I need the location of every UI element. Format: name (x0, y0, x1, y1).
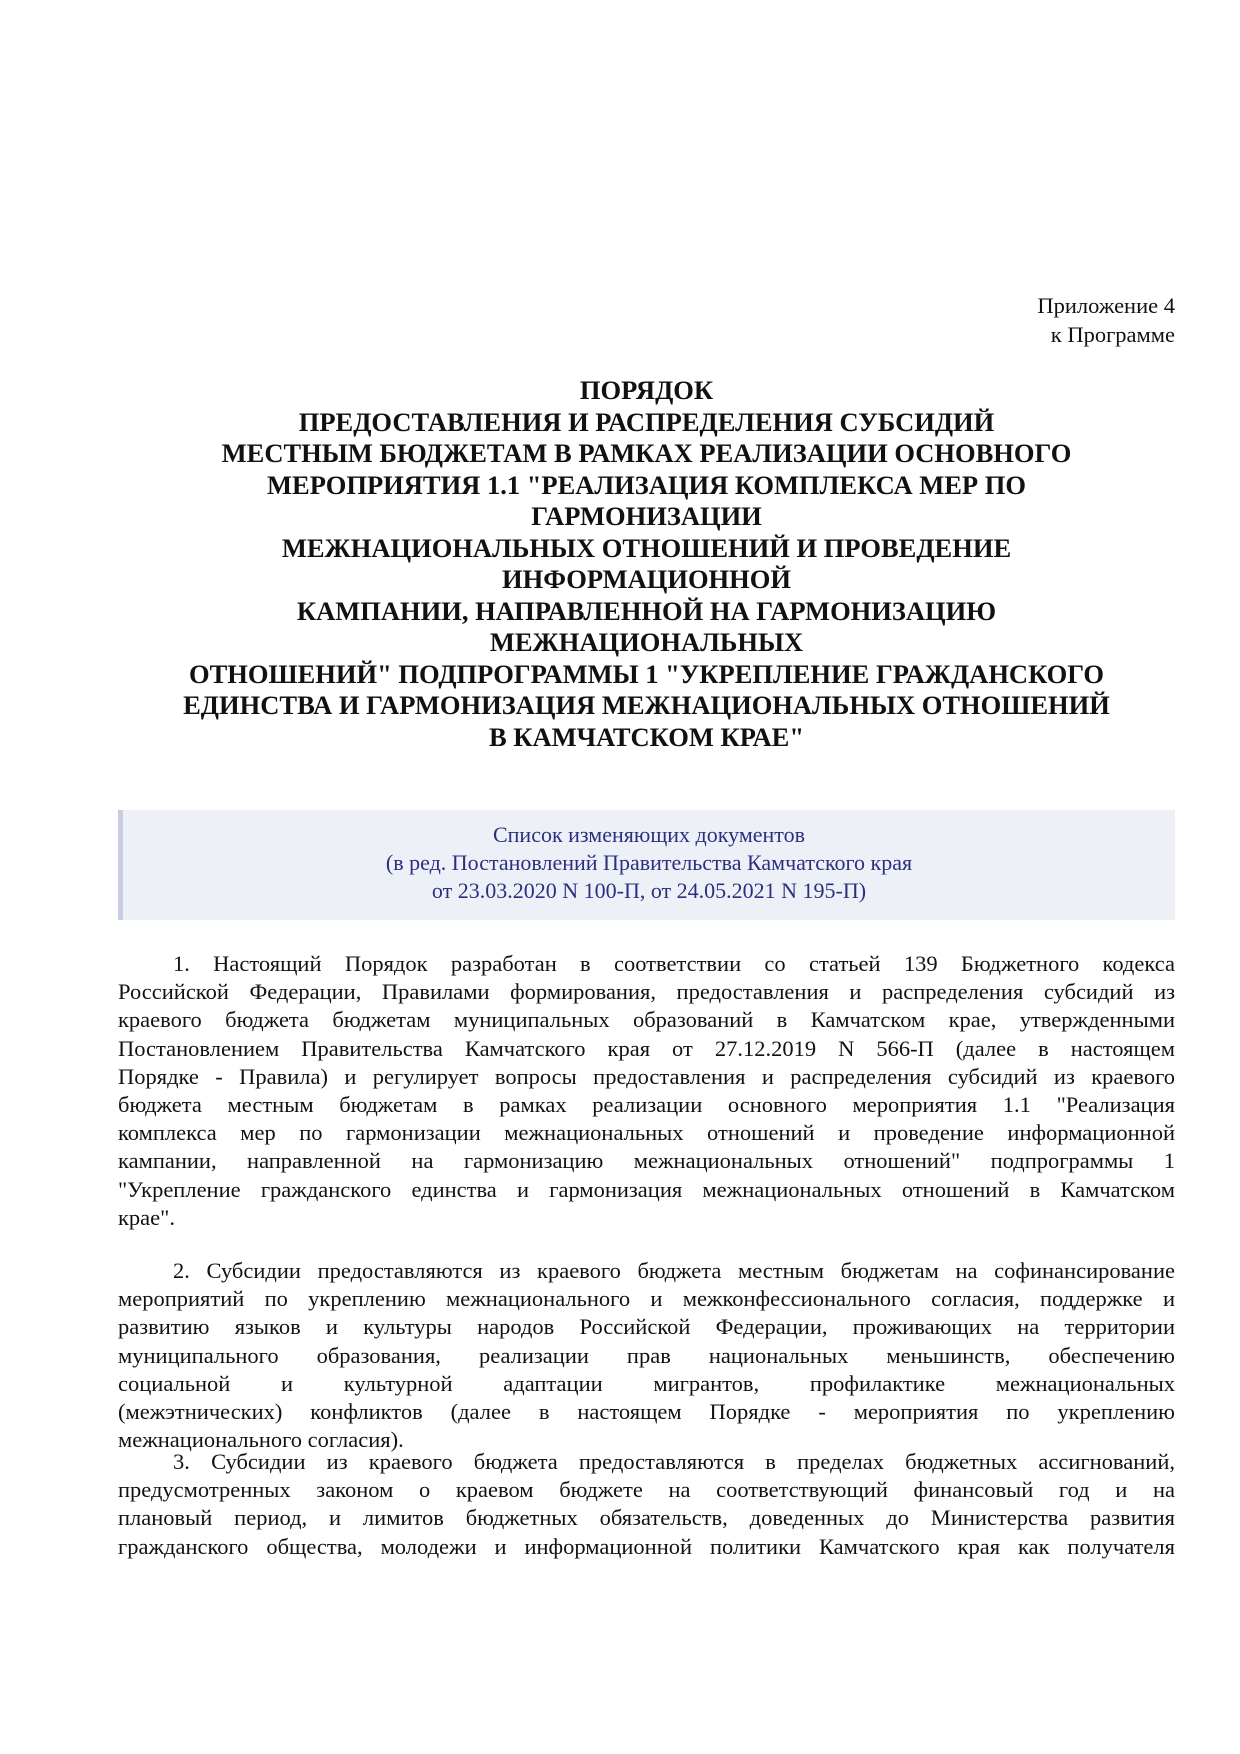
title-line: ОТНОШЕНИЙ" ПОДПРОГРАММЫ 1 "УКРЕПЛЕНИЕ ГРАЖДАНСКОГО (188, 658, 1105, 689)
paragraph-line: 3. Субсидии из краевого бюджета предоставляются в пределах бюджетных ассигнований, (173, 1449, 1175, 1474)
document-title (118, 375, 1175, 753)
paragraph-1 (118, 950, 1175, 1232)
title-line: МЕЖНАЦИОНАЛЬНЫХ ОТНОШЕНИЙ И ПРОВЕДЕНИЕ (281, 532, 1012, 563)
appendix-label (1037, 291, 1175, 349)
paragraph-line: Российской Федерации, Правилами формирования, предоставления и распределения субсидий из (118, 979, 1175, 1005)
paragraph-line: "Укрепление гражданского единства и гармонизация межнациональных отношений в Камчатском (118, 1176, 1175, 1202)
paragraph-line: 2. Субсидии предоставляются из краевого бюджета местным бюджетам на софинансирование (173, 1258, 1175, 1283)
title-line: ИНФОРМАЦИОННОЙ (501, 564, 792, 594)
paragraph-line: социальной и культурной адаптации мигрантов, профилактике межнациональных (118, 1370, 1175, 1396)
paragraph-line: Порядке - Правила) и регулирует вопросы предоставления и распределения субсидий из краевого (118, 1063, 1175, 1089)
amendments-box (118, 810, 1175, 920)
paragraph-line: развитию языков и культуры народов Российской Федерации, проживающих на территории (118, 1314, 1175, 1340)
paragraph-line: бюджета местным бюджетам в рамках реализации основного мероприятия 1.1 "Реализация (118, 1091, 1175, 1117)
title-line: В КАМЧАТСКОМ КРАЕ" (488, 721, 805, 752)
paragraph-3 (118, 1448, 1175, 1561)
paragraph-line: 1. Настоящий Порядок разработан в соответствии со статьей 139 Бюджетного кодекса (173, 951, 1175, 976)
amendments-heading: Список изменяющих документов (492, 822, 805, 847)
title-line: ГАРМОНИЗАЦИИ (531, 501, 762, 531)
title-line: ПОРЯДОК (579, 375, 714, 405)
paragraph-line: (межэтнических) конфликтов (далее в настоящем Порядке - мероприятия по укреплению (118, 1398, 1175, 1424)
paragraph-line: кампании, направленной на гармонизацию межнациональных отношений" подпрограммы 1 (118, 1148, 1175, 1174)
paragraph-line: предусмотренных законом о краевом бюджете на соответствующий финансовый год и на (118, 1477, 1175, 1503)
title-line: МЕРОПРИЯТИЯ 1.1 "РЕАЛИЗАЦИЯ КОМПЛЕКСА МЕР ПО (267, 469, 1026, 500)
title-line: ЕДИНСТВА И ГАРМОНИЗАЦИЯ МЕЖНАЦИОНАЛЬНЫХ ОТНОШЕНИЙ (183, 690, 1110, 720)
title-line: ПРЕДОСТАВЛЕНИЯ И РАСПРЕДЕЛЕНИЯ СУБСИДИЙ (298, 406, 995, 437)
paragraph-line: плановый период, и лимитов бюджетных обязательств, доведенных до Министерства развития (118, 1505, 1175, 1531)
title-line: МЕСТНЫМ БЮДЖЕТАМ В РАМКАХ РЕАЛИЗАЦИИ ОСНОВНОГО (221, 438, 1072, 468)
paragraph-line: крае". (118, 1204, 175, 1230)
title-line: МЕЖНАЦИОНАЛЬНЫХ (489, 627, 804, 657)
paragraph-line: Постановлением Правительства Камчатского края от 27.12.2019 N 566-П (далее в настоящем (118, 1035, 1175, 1061)
amendments-line: (в ред. Постановлений Правительства Камчатского края (385, 850, 913, 875)
paragraph-2 (118, 1257, 1175, 1454)
paragraph-line: мероприятий по укреплению межнационального и межконфессионального согласия, поддержке и (118, 1286, 1175, 1312)
paragraph-line: комплекса мер по гармонизации межнациональных отношений и проведение информационной (118, 1120, 1175, 1146)
amendments-line: от 23.03.2020 N 100-П, от 24.05.2021 N 195-П) (431, 878, 867, 903)
appendix-number: Приложение 4 (1037, 293, 1175, 318)
appendix-program: к Программе (1050, 322, 1175, 347)
title-line: КАМПАНИИ, НАПРАВЛЕННОЙ НА ГАРМОНИЗАЦИЮ (296, 595, 997, 626)
paragraph-line: краевого бюджета бюджетам муниципальных образований в Камчатском крае, утвержденными (118, 1007, 1175, 1033)
paragraph-line: муниципального образования, реализации прав национальных меньшинств, обеспечению (118, 1342, 1175, 1368)
paragraph-line: межнационального согласия). (118, 1427, 404, 1453)
paragraph-line: гражданского общества, молодежи и информационной политики Камчатского края как получателя (118, 1533, 1175, 1559)
